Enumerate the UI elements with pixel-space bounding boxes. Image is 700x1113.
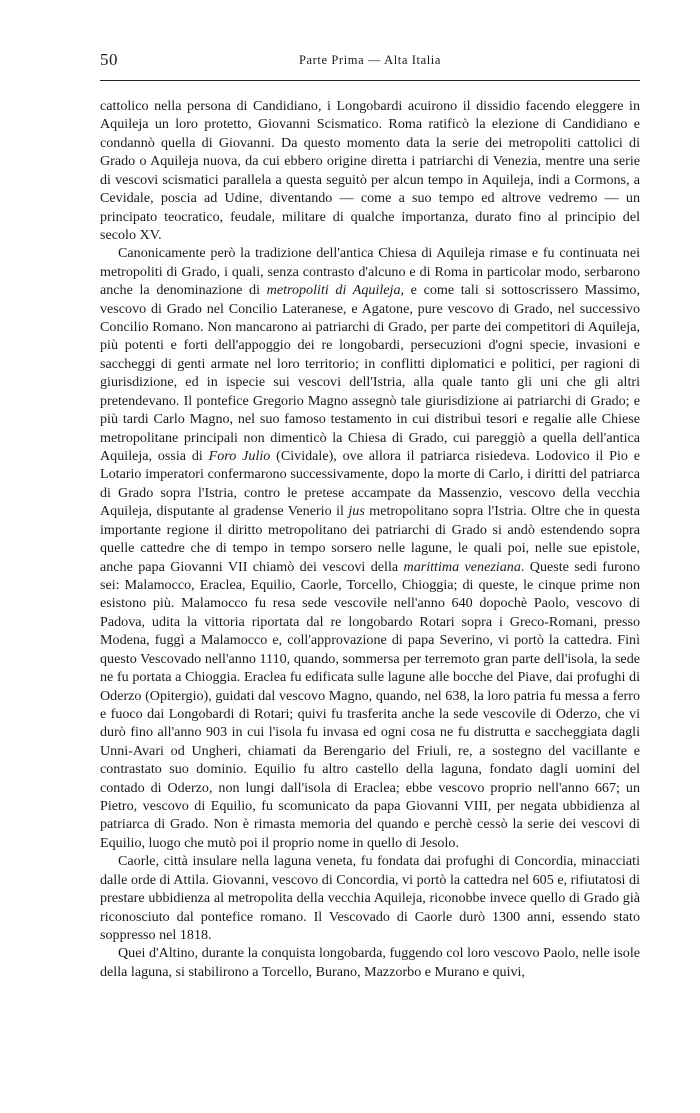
text-run: , e come tali si sottoscrissero Massimo, vescovo di Grado nel Concilio Lateranese, e Agatone, pure vescovo di Grado, nel successivo Concilio Romano. Non mancarono ai patriarchi di Grado, per parte dei competitori di Aquileja, più potenti e forti dell'appoggio dei re longobardi, persecuzioni d'ogni specie, invasioni e saccheggi di genti armate nel loro territorio; in conflitti diplomatici e politici, per ragioni di giurisdizione, ed in ispecie sui vescovi dell'Istria, alla quale tanto gli uni che gli altri pretendevano. Il pontefice Gregorio Magno assegnò tale giurisdizione ai patriarchi di Grado; e più tardi Carlo Magno, nel suo famoso testamento in cui distribuì tesori e regalie alle Chiese metropolitane principali non dimenticò la Chiesa di Grado, cui pareggiò a quella dell'antica Aquileja, ossia di	[100, 282, 640, 465]
body-text	[100, 97, 640, 981]
header-rule	[100, 80, 640, 81]
paragraph	[100, 97, 640, 244]
paragraph	[100, 944, 640, 981]
page-header	[100, 48, 640, 76]
text-run: Caorle, città insulare nella laguna veneta, fu fondata dai profughi di Concordia, minacciati dalle orde di Attila. Giovanni, vescovo di Concordia, vi portò la cattedra nel 605 e, rifiutatosi di prestare ubbidienza al metropolita della vecchia Aquileja, riconobbe invece quello di Grado già riconosciuto dal pontefice romano. Il Vescovado di Caorle durò 1300 anni, essendo stato soppresso nel 1818.	[100, 853, 640, 943]
running-head: Parte Prima — Alta Italia	[298, 53, 442, 67]
text-run: Quei d'Altino, durante la conquista longobarda, fuggendo col loro vescovo Paolo, nelle isole della laguna, si stabilirono a Torcello, Burano, Mazzorbo e Murano e quivi,	[100, 945, 640, 980]
italic-run: marittima veneziana	[403, 558, 521, 575]
paragraph	[100, 244, 640, 852]
text-run: cattolico nella persona di Candidiano, i Longobardi acuirono il dissidio facendo eleggere in Aquileja un loro protetto, Giovanni Scismatico. Roma ratificò la elezione di Candidiano e condannò quella di Giovanni. Da questo momento data la serie dei metropoliti cattolici di Grado o Aquileja nuova, da cui ebbero origine diretta i patriarchi di Venezia, mentre una serie di vescovi scismatici parallela a questa seguitò per alcun tempo in Aquileja, indi a Cormons, a Cevidale, poscia ad Udine, diventando — come a suo tempo ed altrove vedremo — un principato teocratico, feudale, militare di qualche importanza, durato fino al principio del secolo XV.	[100, 98, 640, 243]
text-run: Canonicamente però la tradizione dell'antica Chiesa di Aquileja rimase e fu continuata nei metropoliti di Grado, i quali, senza contrasto d'alcuno e di Roma in particolar modo, serbarono anche la denominazione di	[100, 245, 640, 299]
text-run: (Cividale), ove allora il patriarca risiedeva. Lodovico il Pio e Lotario imperatori confermarono successivamente, dopo la morte di Carlo, i diritti del patriarca di Grado sopra l'Istria, contro le pretese accampate da Massenzio, vescovo della vecchia Aquileja, disputante al gradense Venerio il	[100, 448, 640, 520]
text-run: . Queste sedi furono sei: Malamocco, Eraclea, Equilio, Caorle, Torcello, Chioggia; di queste, le cinque prime non esistono più. Malamocco fu resa sede vescovile nell'anno 640 dopochè Paolo, vescovo di Padova, udita la vittoria riportata dal re longobardo Rotari sopra i Greco-Romani, presso Modena, fuggì a Malamocco e, coll'approvazione di papa Severino, vi portò la cattedra. Finì questo Vescovado nell'anno 1110, quando, sommersa per terremoto gran parte dell'isola, la sede ne fu portata a Chioggia. Eraclea fu edificata sulle lagune alle bocche del Piave, dai profughi di Oderzo (Opitergio), guidati dal vescovo Magno, quando, nel 638, la loro patria fu messa a ferro e fuoco dai Longobardi di Rotari; quivi fu trasferita anche la sede vescovile di Oderzo, che vi durò fino all'anno 903 in cui l'isola fu invasa ed ogni cosa ne fu distrutta e saccheggiata dagli Unni-Avari od Ungheri, chiamati da Berengario del Friuli, re, a sostegno del vacillante e contrastato suo dominio. Equilio fu altro castello della laguna, fondato dagli uomini del contado di Oderzo, non lungi dall'isola di Eraclea; ebbe vescovo proprio nell'anno 667; un Pietro, vescovo di Equilio, fu scomunicato da papa Giovanni VIII, per negata ubbidienza al patriarca di Grado. Non è rimasta memoria del quando e perchè cessò la serie dei vescovi di Equilio, luogo che mutò poi il proprio nome in quello di Jesolo.	[100, 558, 640, 851]
paragraph	[100, 852, 640, 944]
italic-run: jus	[348, 503, 365, 520]
italic-run: metropoliti di Aquileja	[266, 282, 401, 299]
page-number: 50	[100, 50, 118, 69]
text-run: metropolitano sopra l'Istria. Oltre che in questa importante regione il diritto metropolitano dei patriarchi di Grado si andò estendendo sopra quelle cattedre che di tempo in tempo sorsero nelle lagune, le quali poi, nelle sue epistole, anche papa Giovanni VII chiamò dei vescovi della	[100, 503, 640, 575]
italic-run: Foro Julio	[208, 448, 271, 465]
